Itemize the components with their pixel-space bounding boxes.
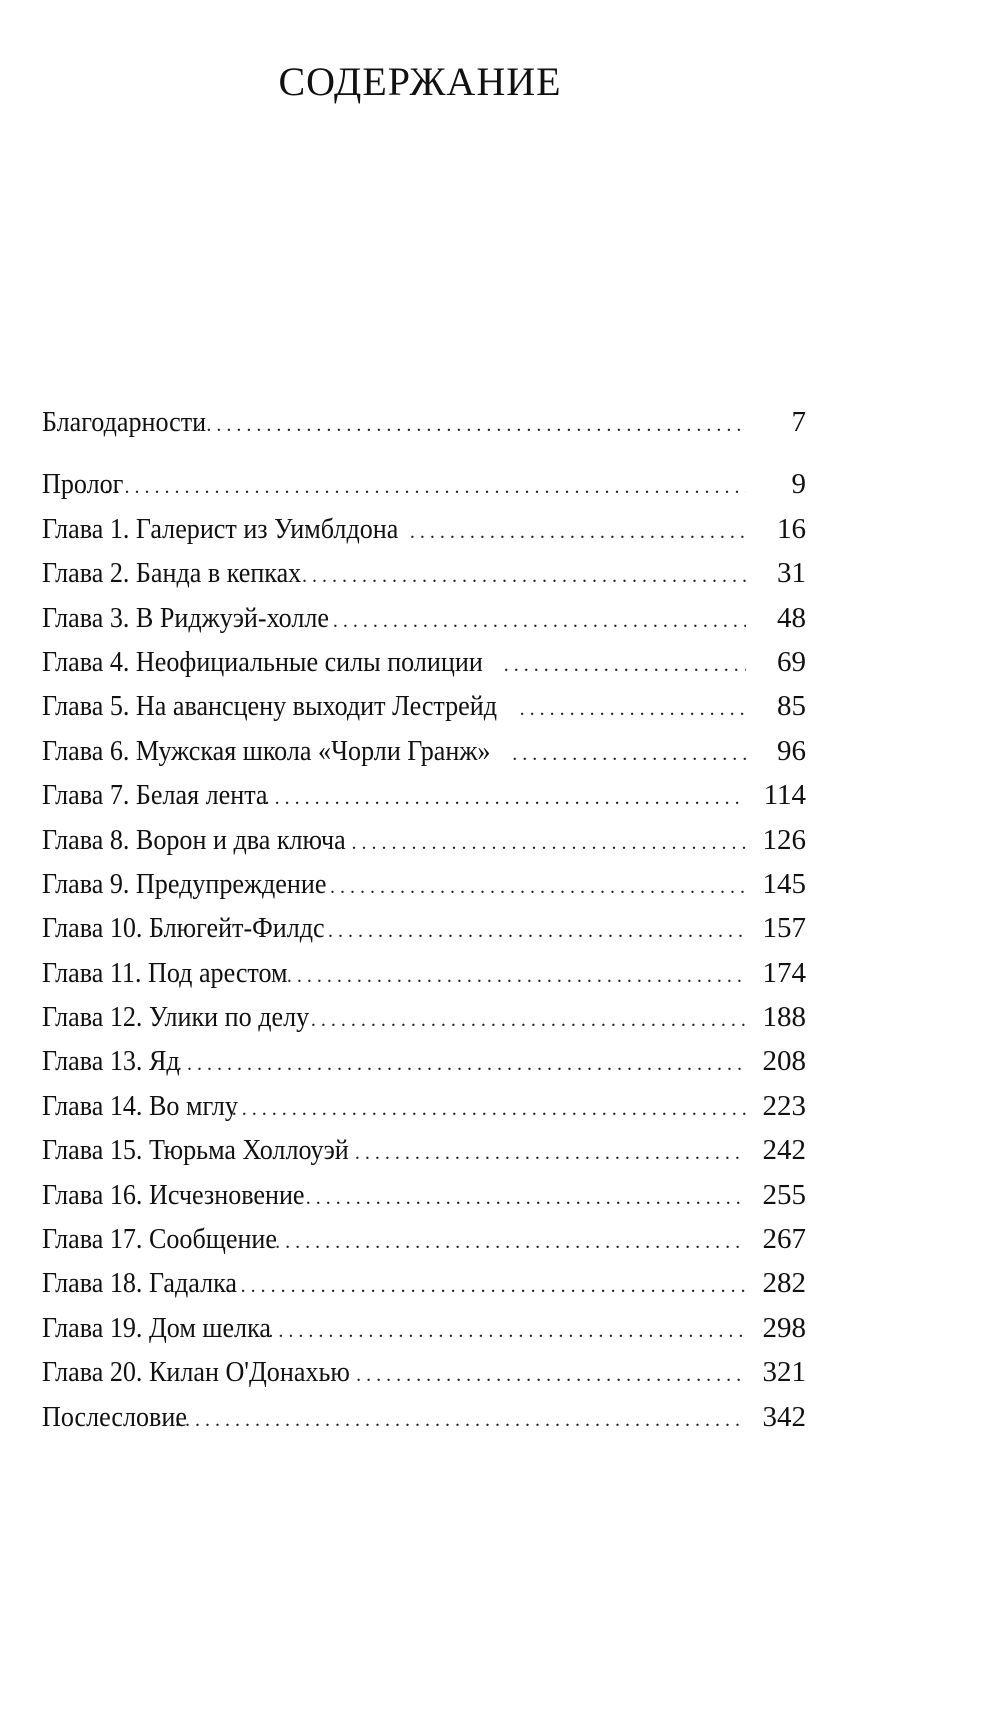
toc-entry (42, 1173, 806, 1217)
toc-entry (42, 551, 806, 595)
toc-entry-page: 114 (763, 779, 806, 812)
toc-entry-label: Глава 13. Яд (42, 1045, 180, 1078)
toc-entry (42, 1350, 806, 1394)
toc-entry-page: 157 (762, 912, 806, 945)
dot-leader (175, 1398, 746, 1442)
toc-entry-page: 188 (762, 1001, 806, 1034)
toc-entry-label: Глава 6. Мужская школа «Чорли Гранж» (42, 734, 491, 767)
toc-entry (42, 1306, 806, 1350)
toc-entry-page: 69 (777, 645, 806, 678)
toc-entry-page: 174 (762, 956, 806, 989)
toc-entry-label: Глава 2. Банда в кепках (42, 557, 302, 590)
toc-entry-label: Глава 18. Гадалка (42, 1267, 237, 1300)
toc-entry-page: 145 (762, 867, 806, 900)
toc-entry (42, 729, 806, 773)
toc-entry-label: Пролог (42, 468, 124, 501)
toc-entry-page: 126 (762, 823, 806, 856)
toc-entry-page: 31 (777, 557, 806, 590)
dot-leader (231, 1264, 746, 1308)
toc-entry (42, 862, 806, 906)
toc-entry-page: 7 (791, 406, 806, 438)
dot-leader (504, 643, 746, 687)
toc-entry-label: Глава 20. Килан О'Донахью (42, 1356, 350, 1389)
page-title: СОДЕРЖАНИЕ (278, 59, 562, 104)
toc-entry (42, 1128, 806, 1172)
toc-entry (42, 773, 806, 817)
dot-leader (265, 776, 746, 820)
toc-entry-page: 208 (762, 1045, 806, 1078)
dot-leader (167, 1042, 746, 1086)
toc-entry-label: Глава 9. Предупреждение (42, 867, 327, 900)
toc-entry (42, 906, 806, 950)
toc-entry (42, 995, 806, 1039)
toc-entry-label: Благодарности (42, 406, 207, 438)
toc-entry-label: Послесловие (42, 1400, 187, 1433)
dot-leader (356, 1353, 746, 1397)
dot-leader (512, 732, 746, 776)
toc-entry-label: Глава 12. Улики по делу (42, 1001, 310, 1034)
dot-leader (330, 865, 746, 909)
toc-entry-label: Глава 17. Сообщение (42, 1223, 277, 1256)
dot-leader (355, 1131, 746, 1175)
toc-entry-label: Глава 16. Исчезновение (42, 1178, 305, 1211)
dot-leader (410, 510, 746, 554)
toc-entry-page: 85 (777, 690, 806, 723)
dot-leader (275, 1220, 746, 1264)
toc-entry (42, 684, 806, 728)
dot-leader (311, 998, 746, 1042)
toc-entry-page: 16 (777, 512, 806, 545)
toc-entry-label: Глава 3. В Риджуэй-холле (42, 601, 329, 634)
toc-entry-page: 255 (762, 1178, 806, 1211)
toc-entry-page: 321 (762, 1356, 806, 1389)
toc-entry-label: Глава 19. Дом шелка (42, 1311, 271, 1344)
toc-entry-label: Глава 8. Ворон и два ключа (42, 823, 346, 856)
toc-entry-page: 267 (762, 1223, 806, 1256)
toc-entry (42, 1261, 806, 1305)
toc-entry-page: 48 (777, 601, 806, 634)
toc-entry-page: 9 (791, 468, 806, 501)
toc-entry-page: 242 (762, 1134, 806, 1167)
toc-entry-label: Глава 11. Под арестом (42, 956, 288, 989)
dot-leader (352, 821, 746, 865)
toc-entry-label: Глава 5. На авансцену выходит Лестрейд (42, 690, 498, 723)
toc-entry (42, 640, 806, 684)
dot-leader (268, 1309, 746, 1353)
dot-leader (196, 403, 746, 447)
toc-entry (42, 1395, 806, 1439)
toc-entry-page: 342 (762, 1400, 806, 1433)
toc-entry (42, 1039, 806, 1083)
dot-leader (287, 954, 746, 998)
dot-leader (306, 1176, 746, 1220)
toc-entry-label: Глава 4. Неофициальные силы полиции (42, 645, 483, 678)
toc-entry-page: 282 (762, 1267, 806, 1300)
toc-entry (42, 400, 806, 444)
toc-entry (42, 951, 806, 995)
dot-leader (328, 909, 746, 953)
toc-entry-label: Глава 10. Блюгейт-Филдс (42, 912, 325, 945)
toc-entry-label: Глава 14. Во мглу (42, 1089, 238, 1122)
toc-entry (42, 596, 806, 640)
toc-entry (42, 1084, 806, 1128)
dot-leader (333, 599, 746, 643)
dot-leader (232, 1087, 746, 1131)
toc-entry-page: 298 (762, 1311, 806, 1344)
toc-entry-page: 96 (777, 734, 806, 767)
toc-entry-label: Глава 7. Белая лента (42, 779, 268, 812)
dot-leader (302, 554, 746, 598)
toc-entry (42, 507, 806, 551)
toc-entry (42, 462, 806, 506)
dot-leader (520, 687, 746, 731)
toc-entry-label: Глава 1. Галерист из Уимблдона (42, 512, 399, 545)
toc-entry-label: Глава 15. Тюрьма Холлоуэй (42, 1134, 349, 1167)
table-of-contents (42, 400, 806, 1439)
toc-entry-page: 223 (762, 1089, 806, 1122)
toc-entry (42, 1217, 806, 1261)
toc-entry (42, 818, 806, 862)
dot-leader (104, 465, 746, 509)
